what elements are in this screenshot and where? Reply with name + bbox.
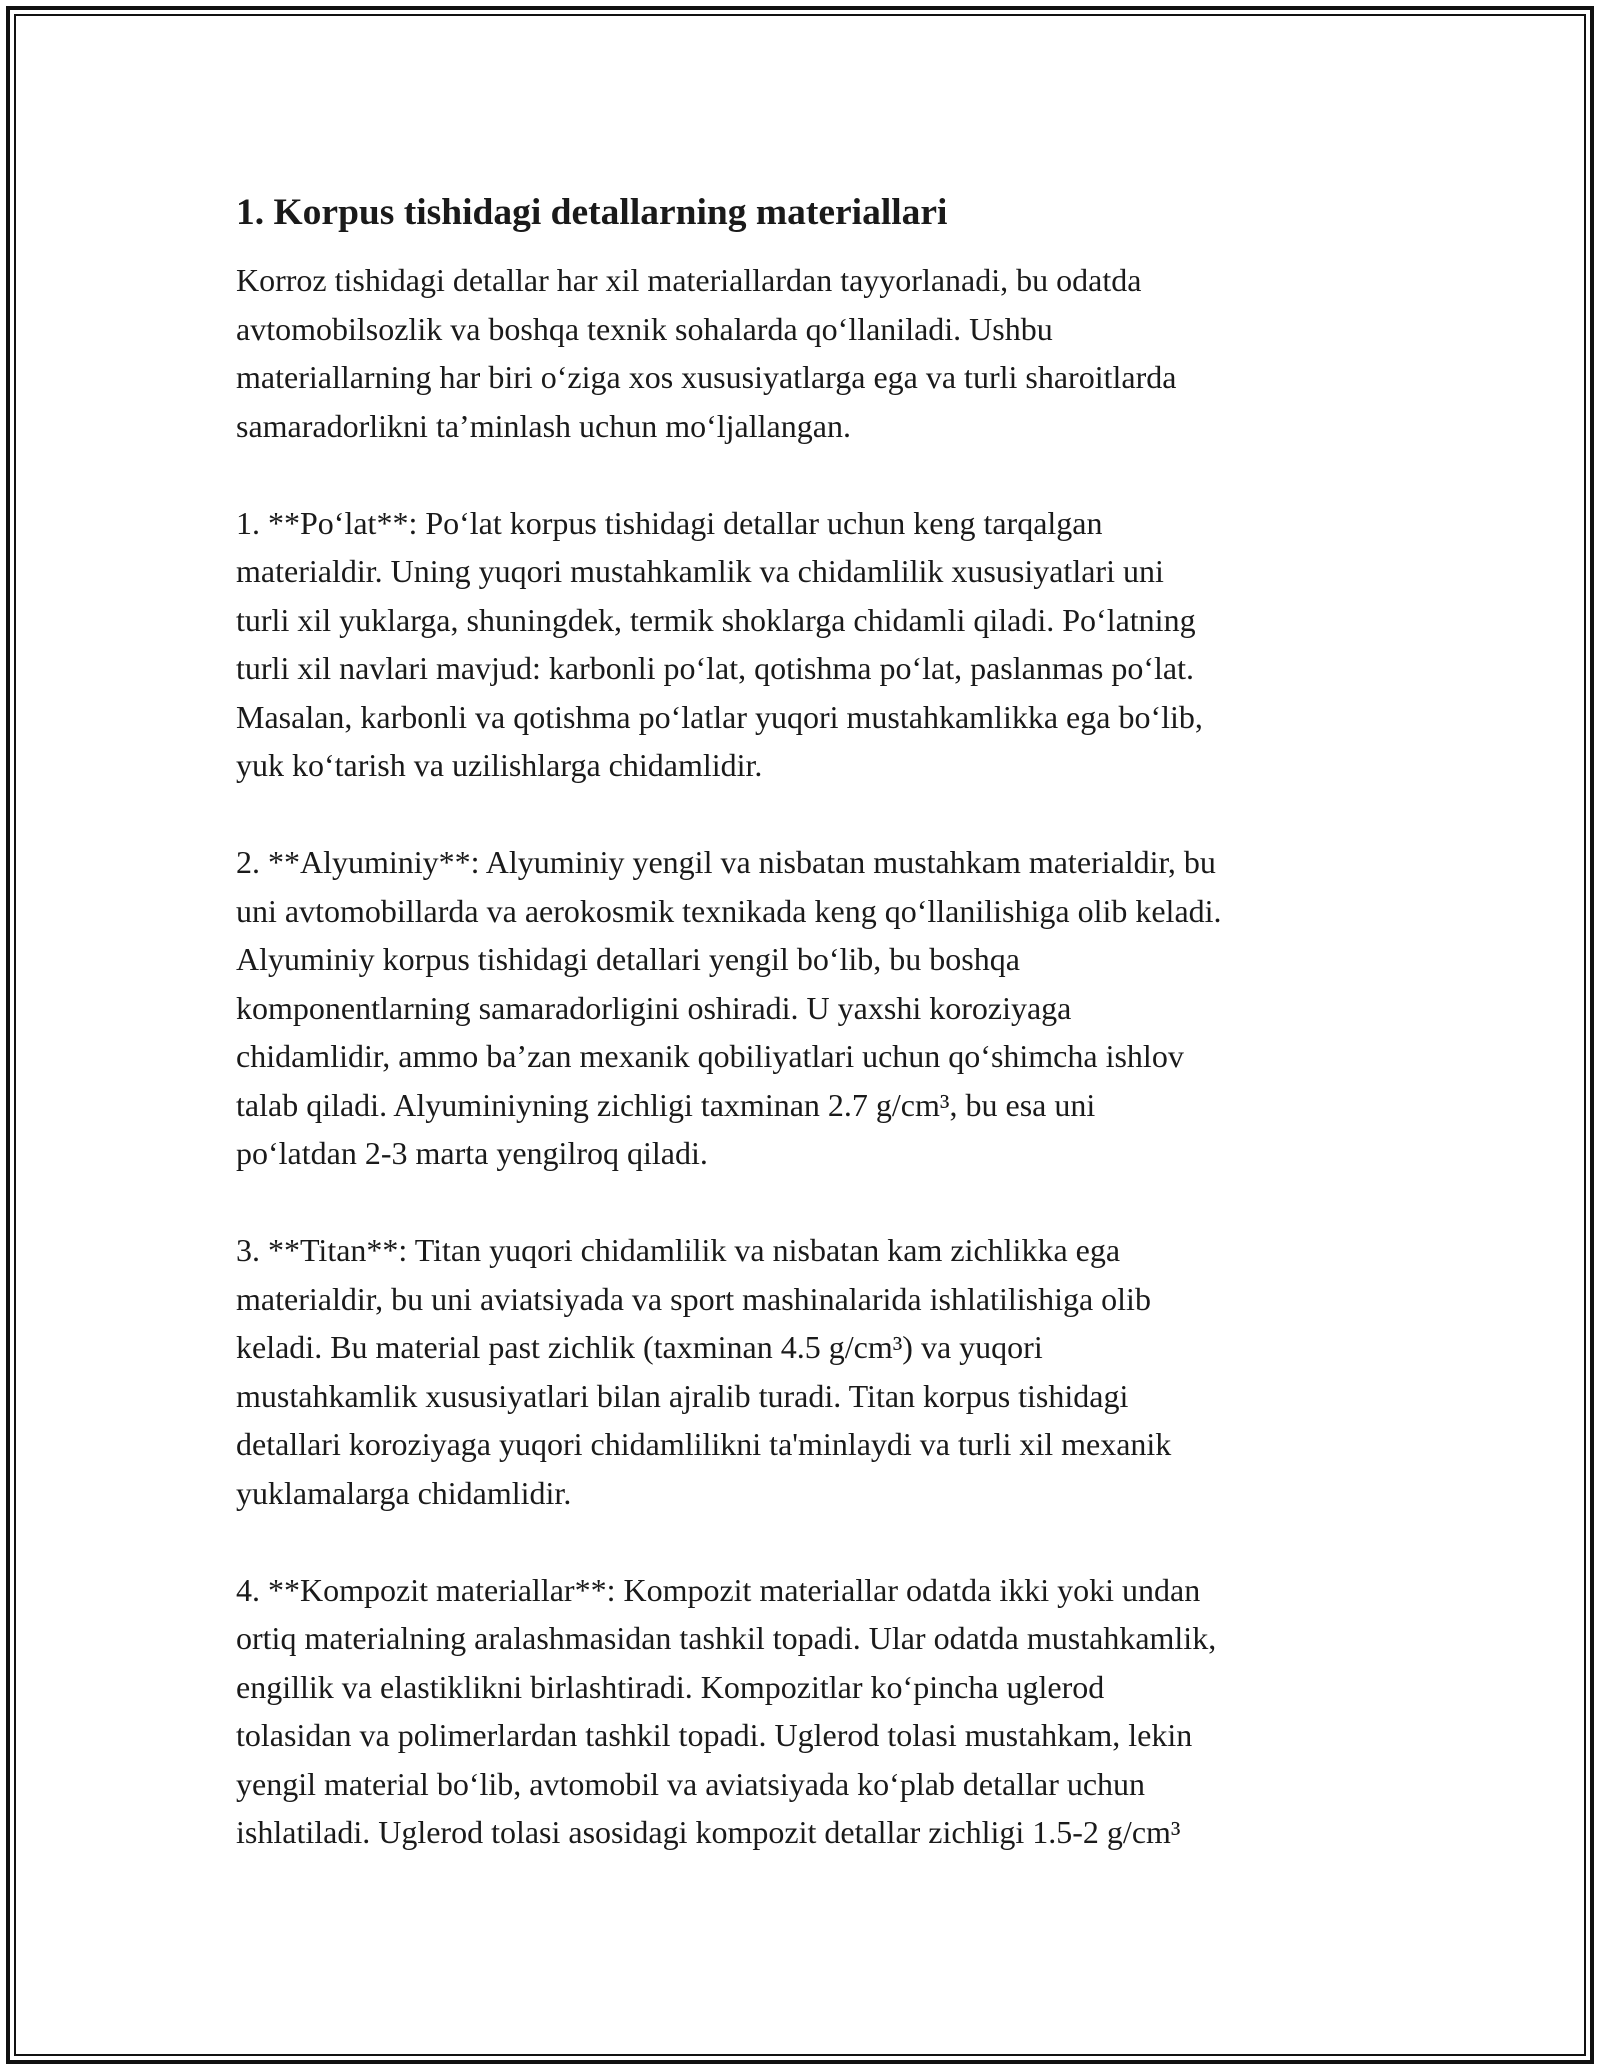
titanium-paragraph: 3. **Titan**: Titan yuqori chidamlilik va nisbatan kam zichlikka ega materialdir, bu uni aviatsiyada va sport mashinalarida ishlatilishiga olib keladi. Bu material past zichlik (taxminan 4.5 g/cm³) va yuqori mustahkamlik xususiyatlari bilan ajralib turadi. Titan korpus tishidagi detallari koroziyaga yuqori chidamlilikni ta'minlaydi va turli xil mexanik yuklamalarga chidamlidir.: [236, 1232, 1172, 1511]
steel-paragraph: 1. **Po‘lat**: Po‘lat korpus tishidagi detallar uchun keng tarqalgan materialdir. Uning yuqori mustahkamlik va chidamlilik xususiyatlari uni turli xil yuklarga, shuningdek, termik shoklarga chidamli qiladi. Po‘latning turli xil navlari mavjud: karbonli po‘lat, qotishma po‘lat, paslanmas po‘lat. Masalan, karbonli va qotishma po‘latlar yuqori mustahkamlikka ega bo‘lib, yuk ko‘tarish va uzilishlarga chidamlidir.: [236, 504, 1203, 783]
aluminium-paragraph: 2. **Alyuminiy**: Alyuminiy yengil va nisbatan mustahkam materialdir, bu uni avtomobillarda va aerokosmik texnikada keng qo‘llanilishiga olib keladi. Alyuminiy korpus tishidagi detallari yengil bo‘lib, bu boshqa komponentlarning samaradorligini oshiradi. U yaxshi koroziyaga chidamlidir, ammo ba’zan mexanik qobiliyatlari uchun qo‘shimcha ishlov talab qiladi. Alyuminiyning zichligi taxminan 2.7 g/cm³, bu esa uni po‘latdan 2-3 marta yengilroq qiladi.: [236, 844, 1222, 1171]
section-title: 1. Korpus tishidagi detallarning materiallari: [236, 192, 948, 233]
intro-paragraph: Korroz tishidagi detallar har xil materiallardan tayyorlanadi, bu odatda avtomobilsozlik va boshqa texnik sohalarda qo‘llaniladi. Ushbu materiallarning har biri o‘ziga xos xususiyatlarga ega va turli sharoitlarda samaradorlikni ta’minlash uchun mo‘ljallangan.: [236, 262, 1177, 444]
composite-paragraph: 4. **Kompozit materiallar**: Kompozit materiallar odatda ikki yoki undan ortiq materialning aralashmasidan tashkil topadi. Ular odatda mustahkamlik, engillik va elastiklikni birlashtiradi. Kompozitlar ko‘pincha uglerod tolasidan va polimerlardan tashkil topadi. Uglerod tolasi mustahkam, lekin yengil material bo‘lib, avtomobil va aviatsiyada ko‘plab detallar uchun ishlatiladi. Uglerod tolasi asosidagi kompozit detallar zichligi 1.5-2 g/cm³: [236, 1571, 1217, 1850]
document-body: [236, 186, 1366, 1905]
